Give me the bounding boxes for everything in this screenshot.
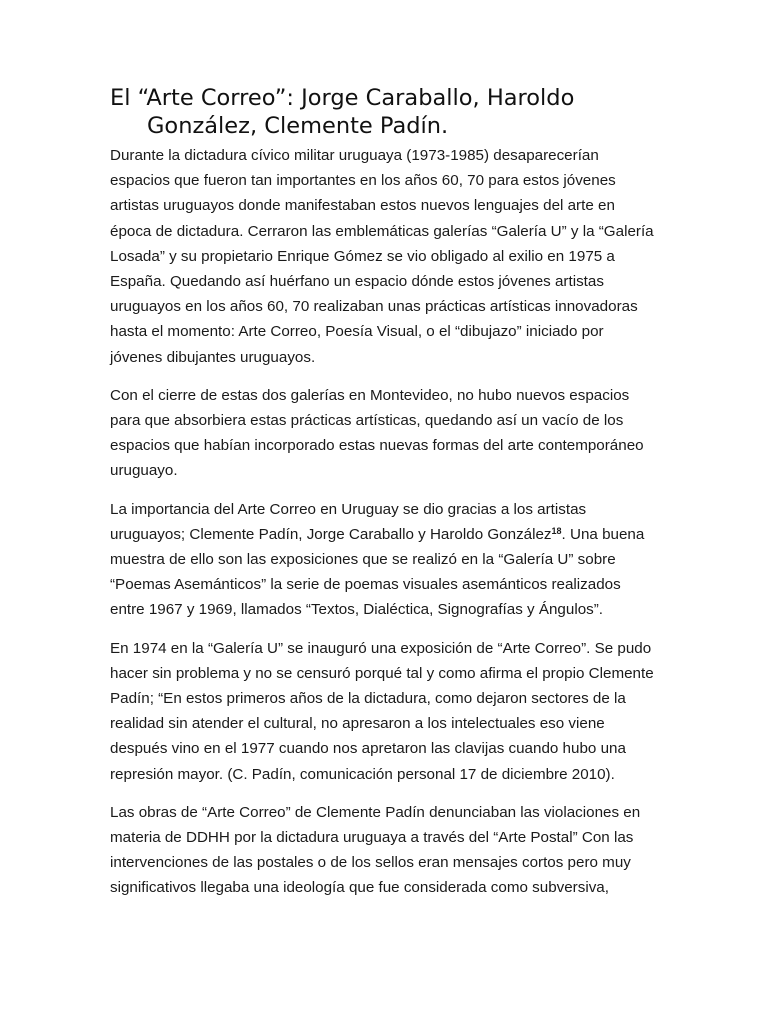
paragraph-text-after-footnote: . Una buena muestra de ello son las exposiciones que se realizó en la “Galería U” sobre “Poemas Asemánticos” la serie de poemas visuales asemánticos realizados entre 1967 y 1969, llamados “Textos, Dialéctica, Signografías y Ángulos”. [110, 525, 645, 619]
document-body [110, 84, 658, 914]
paragraph-importancia-arte-correo [110, 497, 658, 623]
paragraph-cierre-galerias: Con el cierre de estas dos galerías en Montevideo, no hubo nuevos espacios para que absorbiera estas prácticas artísticas, quedando así un vacío de los espacios que habían incorporado estas nuevas formas del arte contemporáneo uruguayo. [110, 386, 644, 480]
footnote-reference[interactable]: 18 [551, 525, 562, 536]
paragraph-obras-padin: Las obras de “Arte Correo” de Clemente Padín denunciaban las violaciones en materia de DDHH por la dictadura uruguaya a través del “Arte Postal” Con las intervenciones de las postales o de los sellos eran mensajes cortos pero muy significativos llegaba una ideología que fue considerada como subversiva, [110, 803, 641, 897]
paragraph-exposicion-1974: En 1974 en la “Galería U” se inauguró una exposición de “Arte Correo”. Se pudo hacer sin problema y no se censuró porqué tal y como afirma el propio Clemente Padín; “En estos primeros años de la dictadura, como dejaron sectores de la realidad sin atender el cultural, no apresaron a los intelectuales eso viene después vino en el 1977 cuando nos apretaron las clavijas cuando hubo una represión mayor. (C. Padín, comunicación personal 17 de diciembre 2010). [110, 639, 654, 783]
paragraph-dictadura: Durante la dictadura cívico militar uruguaya (1973-1985) desaparecerían espacios que fueron tan importantes en los años 60, 70 para estos jóvenes artistas uruguayos donde manifestaban estos nuevos lenguajes del arte en época de dictadura. Cerraron las emblemáticas galerías “Galería U” y la “Galería Losada” y su propietario Enrique Gómez se vio obligado al exilio en 1975 a España. Quedando así huérfano un espacio dónde estos jóvenes artistas uruguayos en los años 60, 70 realizaban unas prácticas artísticas innovadoras hasta el momento: Arte Correo, Poesía Visual, o el “dibujazo” iniciado por jóvenes dibujantes uruguayos. [110, 147, 654, 366]
document-title: El “Arte Correo”: Jorge Caraballo, Haroldo González, Clemente Padín. [110, 85, 575, 139]
paragraph-text-before-footnote: La importancia del Arte Correo en Uruguay se dio gracias a los artistas uruguayos; Clemente Padín, Jorge Caraballo y Haroldo González [110, 500, 587, 543]
